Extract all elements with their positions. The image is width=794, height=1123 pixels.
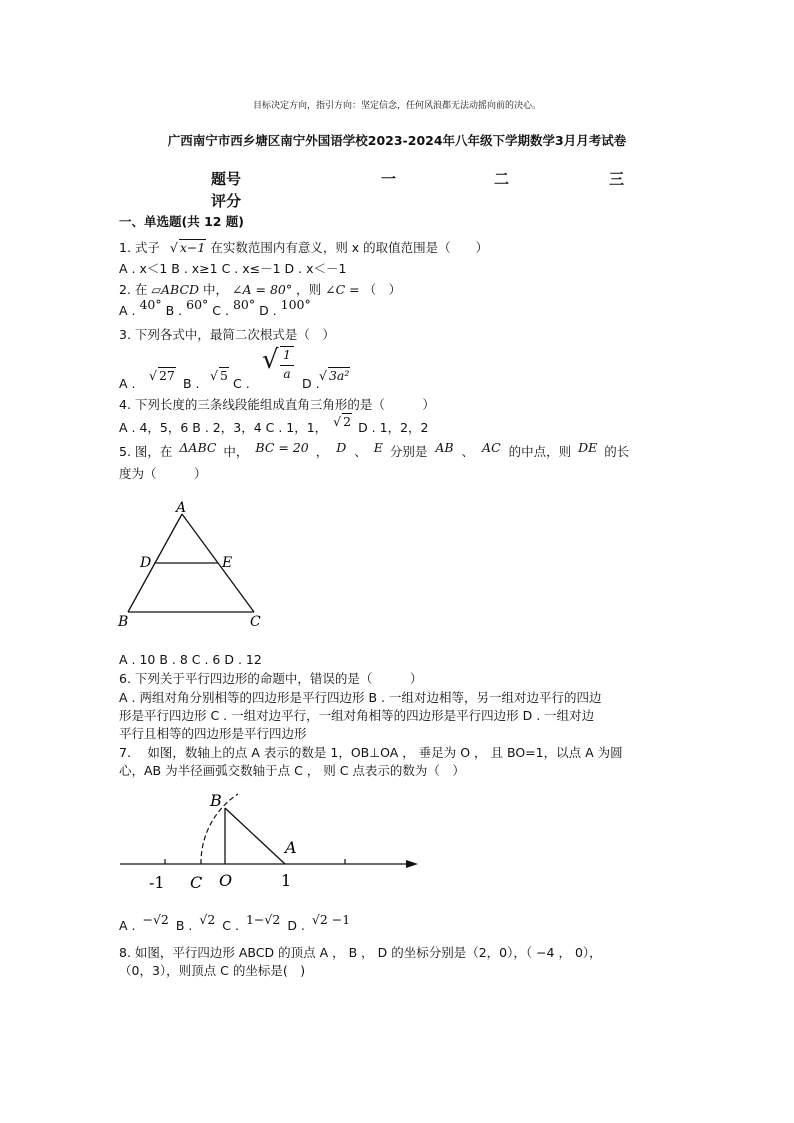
q4-options-post: D . 1，2，2 xyxy=(358,420,429,435)
label-b: B xyxy=(210,791,222,810)
q3-option-d: √ 3a² xyxy=(319,368,350,383)
label-one: 1 xyxy=(281,871,292,890)
q5-ab: AB xyxy=(435,440,454,455)
question-5-stem-line1 xyxy=(119,442,629,460)
question-3-options xyxy=(119,345,519,395)
q3-option-c-radical: √ xyxy=(262,345,279,375)
q5-triangle: ΔABC xyxy=(179,440,217,455)
q7-option-c: 1−√2 xyxy=(245,912,281,927)
q3-option-b: √ 5 xyxy=(210,368,228,383)
question-5-options: A . 10 B . 8 C . 6 D . 12 xyxy=(119,652,262,667)
q3-option-c-denominator: a xyxy=(280,365,294,381)
q3-radicand-2: 5 xyxy=(219,368,228,383)
question-2-stem xyxy=(119,280,401,298)
question-3-stem: 3. 下列各式中，最简二次根式是（ ） xyxy=(119,327,335,342)
question-6-options-line2: 形是平行四边形 C . 一组对边平行，一组对角相等的四边形是平行四边形 D . 一组对边 xyxy=(119,708,595,723)
score-table-col-2: 二 xyxy=(494,170,510,188)
q2-option-c: 80° xyxy=(232,297,256,312)
question-2-options xyxy=(119,297,311,318)
question-7-options xyxy=(119,912,353,933)
q5-mid1: 中， xyxy=(223,444,249,459)
q1-radicand: x−1 xyxy=(179,240,206,255)
q2-pre: 2. 在 xyxy=(119,282,148,297)
question-6-stem: 6. 下列关于平行四边形的命题中，错误的是（ ） xyxy=(119,671,423,686)
label-b: B xyxy=(118,614,129,630)
score-table-row1-label: 题号 xyxy=(211,170,242,188)
q5-ac: AC xyxy=(482,440,501,455)
q7-letter-d: D . xyxy=(287,918,305,933)
q5-mid2: ， xyxy=(315,444,329,459)
question-8-stem-line2: （0，3），则顶点 C 的坐标是( ) xyxy=(119,963,306,978)
q3-option-c-numerator: 1 xyxy=(280,346,294,362)
page-title: 广西南宁市西乡塘区南宁外国语学校2023-2024年八年级下学期数学3月月考试卷 xyxy=(167,133,627,148)
q7-letter-c: C . xyxy=(222,918,239,933)
q5-post1: 的长 xyxy=(604,444,630,459)
q5-sep2: 、 xyxy=(461,444,475,459)
segment-ab xyxy=(225,808,285,864)
q4-radicand: 2 xyxy=(343,414,352,429)
q2-letter-b: B . xyxy=(165,303,183,318)
motto: 目标决定方向，指引方向：坚定信念，任何风浪都无法动摇向前的决心。 xyxy=(252,101,541,111)
q1-pre: 1. 式子 xyxy=(119,240,160,255)
score-table-col-3: 三 xyxy=(609,170,625,188)
q3-letter-a: A . xyxy=(119,376,136,391)
label-e: E xyxy=(222,555,233,571)
angle-a: ∠A = 80° xyxy=(232,282,293,297)
q5-bc: BC = 20 xyxy=(255,440,309,455)
q2-option-b: 60° xyxy=(186,297,209,312)
q5-pre: 5. 图，在 xyxy=(119,444,173,459)
q3-letter-d: D . xyxy=(302,376,320,391)
label-c: C xyxy=(190,873,203,892)
q3-radicand-4: 3a² xyxy=(328,368,350,383)
q3-letter-c: C . xyxy=(233,376,250,391)
q7-letter-b: B . xyxy=(175,918,193,933)
q5-mid4: 的中点，则 xyxy=(508,444,572,459)
question-1-stem xyxy=(119,238,488,256)
label-a: A xyxy=(176,500,187,516)
q2-option-d: 100° xyxy=(280,297,311,312)
q5-de: DE xyxy=(578,440,598,455)
q2-option-a: 40° xyxy=(139,297,162,312)
question-5-stem-line2: 度为（ ） xyxy=(119,466,207,481)
question-7-stem-line1: 7. 如图，数轴上的点 A 表示的数是 1，OB⊥OA ， 垂足为 O ， 且 BO=1，以点 A 为圆 xyxy=(119,745,623,760)
q2-mid2: ，则 xyxy=(296,282,322,297)
q4-options-pre: A . 4，5，6 B . 2，3，4 C . 1，1， xyxy=(119,420,328,435)
q4-sqrt: √ 2 xyxy=(333,414,352,429)
label-minus-one: -1 xyxy=(149,873,165,892)
q3-letter-b: B . xyxy=(183,376,200,391)
axis-arrow xyxy=(406,860,418,868)
question-1-options: A . x＜1 B . x≥1 C . x≤－1 D . x＜－1 xyxy=(119,261,347,276)
question-7-stem-line2: 心，AB 为半径画弧交数轴于点 C ， 则 C 点表示的数为（ ） xyxy=(119,763,465,778)
q7-option-d: √2 −1 xyxy=(311,912,351,927)
question-8-stem-line1: 8. 如图，平行四边形 ABCD 的顶点 A ， B ， D 的坐标分别是（2，0），（ −4 ， 0）， xyxy=(119,945,602,960)
question-4-stem: 4. 下列长度的三条线段能组成直角三角形的是（ ） xyxy=(119,397,435,412)
question-4-options xyxy=(119,414,429,436)
label-d: D xyxy=(140,555,152,571)
q1-post: 在实数范围内有意义，则 x 的取值范围是（ ） xyxy=(210,240,489,255)
parallelogram-symbol: ▱ABCD xyxy=(151,282,200,297)
q2-mid: 中， xyxy=(203,282,229,297)
q3-option-a: √ 27 xyxy=(149,368,175,383)
label-a: A xyxy=(285,838,297,857)
label-o: O xyxy=(219,871,233,890)
question-6-options-line3: 平行且相等的四边形是平行四边形 xyxy=(119,726,307,741)
q2-letter-c: C . xyxy=(212,303,229,318)
q7-option-a: −√2 xyxy=(142,912,169,927)
q7-option-b: √2 xyxy=(199,912,216,927)
q2-letter-d: D . xyxy=(259,303,277,318)
triangle-figure xyxy=(112,496,272,632)
sqrt-expression: √ x−1 xyxy=(169,240,206,255)
q5-sep: 、 xyxy=(354,444,367,459)
question-6-options-line1: A . 两组对角分别相等的四边形是平行四边形 B . 一组对边相等，另一组对边平行的四边 xyxy=(119,690,602,705)
q2-post: （ ） xyxy=(363,282,402,297)
score-table-row2-label: 评分 xyxy=(211,192,242,210)
q5-d: D xyxy=(336,440,347,455)
section-heading: 一、单选题(共 12 题) xyxy=(119,214,245,229)
q2-letter-a: A . xyxy=(119,303,136,318)
q3-radicand-1: 27 xyxy=(158,368,175,383)
score-table-col-1: 一 xyxy=(381,170,397,188)
q5-mid3: 分别是 xyxy=(389,444,428,459)
number-line-figure xyxy=(112,784,428,896)
angle-c: ∠C = xyxy=(325,282,360,297)
label-c: C xyxy=(250,614,261,630)
q5-e: E xyxy=(373,440,383,455)
q7-letter-a: A . xyxy=(119,918,136,933)
